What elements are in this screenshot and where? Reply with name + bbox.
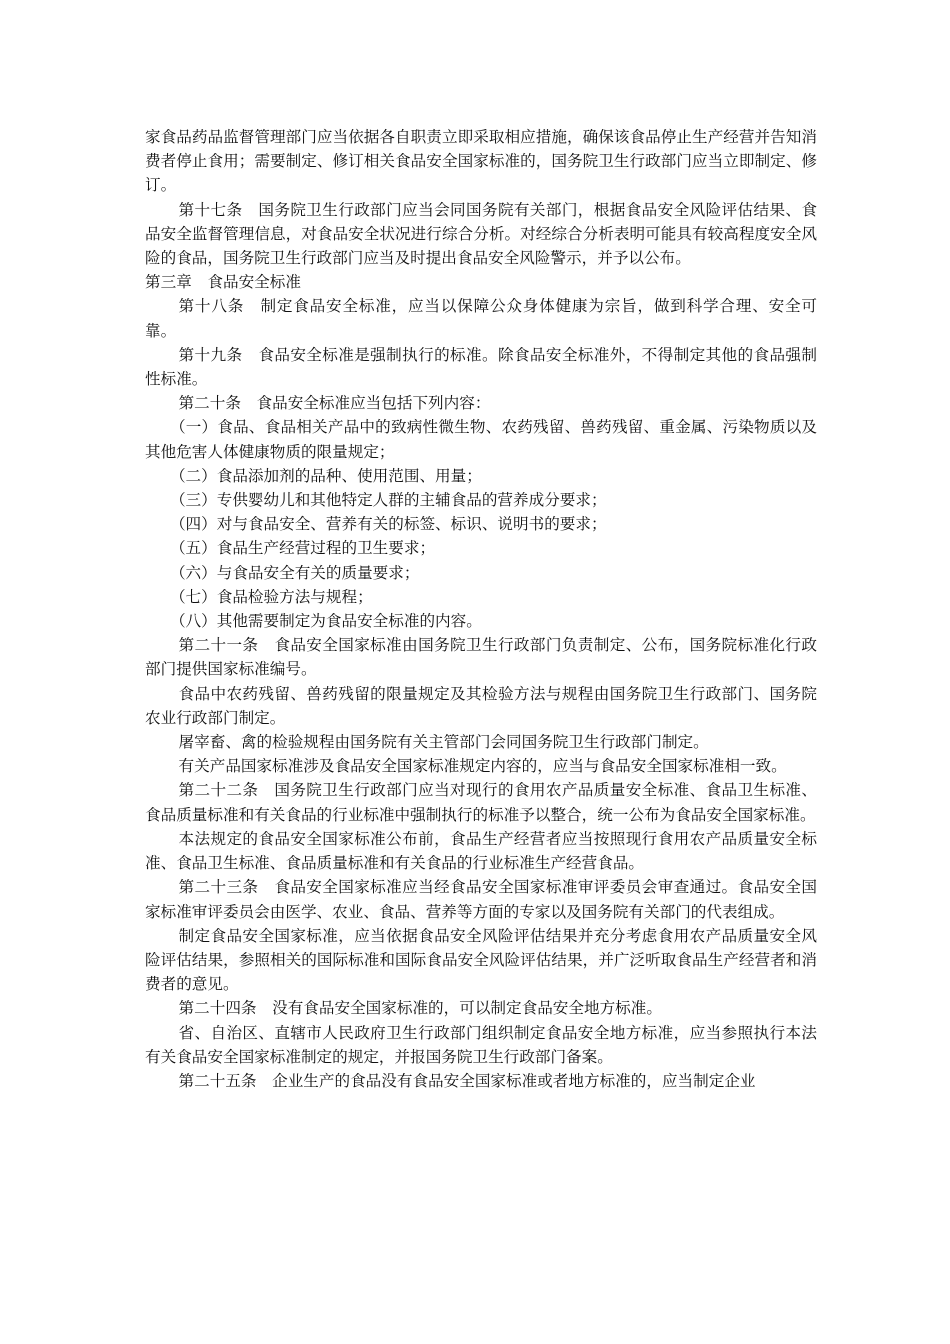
list-item: （五）食品生产经营过程的卫生要求；: [169, 539, 436, 558]
article-17: 第十七条 国务院卫生行政部门应当会同国务院有关部门，根据食品安全风险评估结果、食品安全监督管理信息，对食品安全状况进行综合分析。对经综合分析表明可能具有较高程度安全风险的食品，国务院卫生行政部门应当及时提出食品安全风险警示，并予以公布。: [145, 200, 817, 268]
chapter-3-heading: 第三章 食品安全标准: [145, 273, 301, 292]
document-page: [145, 125, 817, 1093]
list-item: （七）食品检验方法与规程；: [169, 587, 373, 606]
article-21-para-2: 食品中农药残留、兽药残留的限量规定及其检验方法与规程由国务院卫生行政部门、国务院农业行政部门制定。: [145, 684, 817, 727]
article-22: 第二十二条 国务院卫生行政部门应当对现行的食用农产品质量安全标准、食品卫生标准、食品质量标准和有关食品的行业标准中强制执行的标准予以整合，统一公布为食品安全国家标准。: [145, 781, 817, 824]
article-18: 第十八条 制定食品安全标准，应当以保障公众身体健康为宗旨，做到科学合理、安全可靠。: [145, 297, 817, 340]
list-item: （四）对与食品安全、营养有关的标签、标识、说明书的要求；: [169, 515, 607, 534]
article-23-para-2: 制定食品安全国家标准，应当依据食品安全风险评估结果并充分考虑食用农产品质量安全风险评估结果，参照相关的国际标准和国际食品安全风险评估结果，并广泛听取食品生产经营者和消费者的意见。: [145, 926, 817, 994]
article-21-para-4: 有关产品国家标准涉及食品安全国家标准规定内容的，应当与食品安全国家标准相一致。: [178, 757, 787, 776]
article-25: 第二十五条 企业生产的食品没有食品安全国家标准或者地方标准的，应当制定企业: [178, 1071, 756, 1090]
article-23: 第二十三条 食品安全国家标准应当经食品安全国家标准审评委员会审查通过。食品安全国家标准审评委员会由医学、农业、食品、营养等方面的专家以及国务院有关部门的代表组成。: [145, 878, 817, 921]
list-item: （八）其他需要制定为食品安全标准的内容。: [169, 612, 482, 631]
article-21-para-3: 屠宰畜、禽的检验规程由国务院有关主管部门会同国务院卫生行政部门制定。: [178, 733, 709, 752]
article-22-para-2: 本法规定的食品安全国家标准公布前，食品生产经营者应当按照现行食用农产品质量安全标准、食品卫生标准、食品质量标准和有关食品的行业标准生产经营食品。: [145, 829, 817, 873]
article-24: 第二十四条 没有食品安全国家标准的，可以制定食品安全地方标准。: [178, 999, 662, 1018]
article-19: 第十九条 食品安全标准是强制执行的标准。除食品安全标准外，不得制定其他的食品强制性标准。: [145, 345, 817, 389]
article-21: 第二十一条 食品安全国家标准由国务院卫生行政部门负责制定、公布，国务院标准化行政部门提供国家标准编号。: [145, 636, 817, 679]
list-item: （六）与食品安全有关的质量要求；: [169, 563, 420, 582]
paragraph-continuation: 家食品药品监督管理部门应当依据各自职责立即采取相应措施，确保该食品停止生产经营并告知消费者停止食用；需要制定、修订相关食品安全国家标准的，国务院卫生行政部门应当立即制定、修订。: [145, 128, 817, 195]
list-item: （一）食品、食品相关产品中的致病性微生物、农药残留、兽药残留、重金属、污染物质以及其他危害人体健康物质的限量规定；: [145, 418, 817, 461]
list-item: （二）食品添加剂的品种、使用范围、用量；: [169, 466, 482, 485]
article-24-para-2: 省、自治区、直辖市人民政府卫生行政部门组织制定食品安全地方标准，应当参照执行本法有关食品安全国家标准制定的规定，并报国务院卫生行政部门备案。: [145, 1023, 817, 1066]
list-item: （三）专供婴幼儿和其他特定人群的主辅食品的营养成分要求；: [169, 491, 607, 510]
article-20: 第二十条 食品安全标准应当包括下列内容：: [178, 394, 491, 413]
